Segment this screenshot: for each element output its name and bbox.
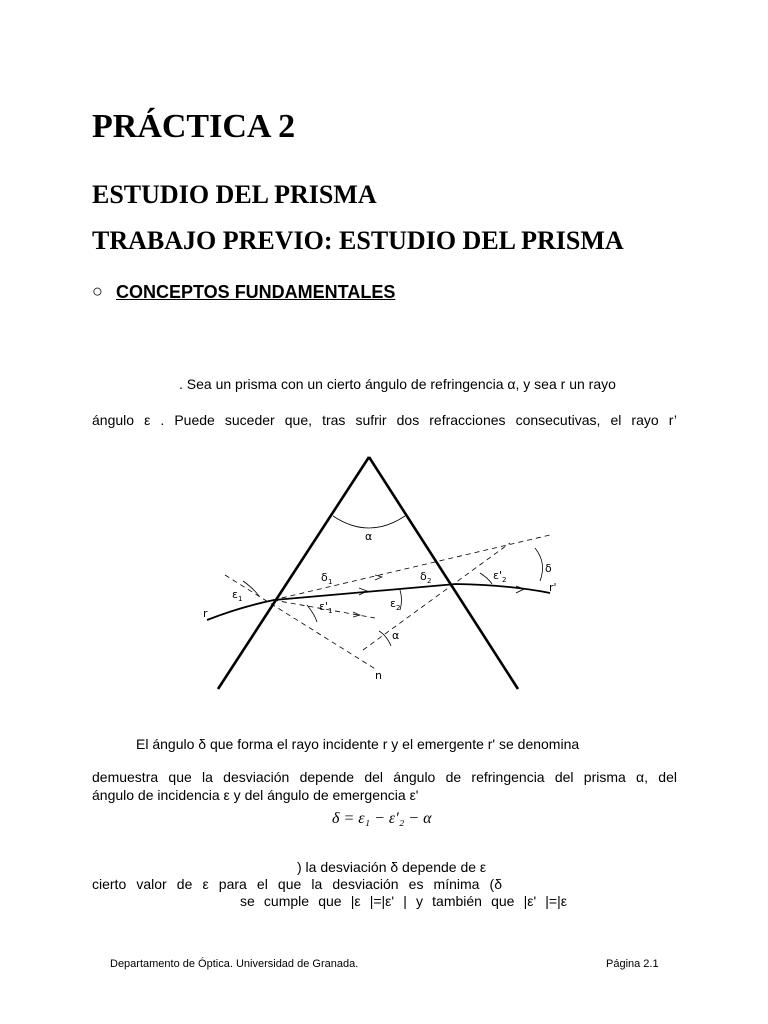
r-label: r <box>203 607 208 620</box>
alpha-bottom-arc <box>379 631 391 646</box>
prism-diagram <box>195 450 575 695</box>
section-heading: CONCEPTOS FUNDAMENTALES <box>116 282 396 302</box>
normal-left <box>225 575 377 670</box>
light-ray <box>207 584 550 620</box>
eps1-sub: 1 <box>238 595 243 603</box>
page-title: PRÁCTICA 2 <box>92 108 296 145</box>
eps1p-sub: 1 <box>328 607 333 615</box>
prism-left-side <box>218 457 369 689</box>
eps2p-sub: 2 <box>502 576 507 584</box>
footer-page-number: Página 2.1 <box>606 958 659 970</box>
apex-angle-arc <box>333 516 405 528</box>
paragraph-line: ángulo ε . Puede suceder que, tras sufrir dos refracciones consecutivas, el rayo r’ <box>92 412 677 428</box>
normal-right <box>363 543 510 650</box>
eps2p-label: ε' <box>493 569 502 582</box>
delta2-label: δ <box>420 570 427 583</box>
eps1p-label: ε' <box>319 600 328 613</box>
deviation-formula: δ = ε₁ − ε′₂ − α <box>332 810 432 827</box>
paragraph-line: ) la desviación δ depende de ε <box>297 859 487 875</box>
extension-emergent <box>273 535 550 600</box>
subtitle-previous-work: TRABAJO PREVIO: ESTUDIO DEL PRISMA <box>92 226 624 255</box>
n-label: n <box>375 669 382 682</box>
delta-arc <box>535 548 543 581</box>
delta2-sub: 2 <box>427 577 432 585</box>
bullet-icon: ○ <box>92 281 103 301</box>
delta1-label: δ <box>321 571 328 584</box>
paragraph-line: demuestra que la desviación depende del ángulo de refringencia del prisma α, del <box>92 769 677 785</box>
footer-department: Departamento de Óptica. Universidad de Granada. <box>110 958 359 970</box>
paragraph-line: El ángulo δ que forma el rayo incidente r y el emergente r' se denomina <box>136 736 580 752</box>
delta-label: δ <box>545 562 552 575</box>
eps2-sub: 2 <box>396 604 401 612</box>
eps1-label: ε <box>232 588 238 601</box>
arrow-dashed-upper <box>375 575 382 580</box>
eps1-arc <box>243 581 259 596</box>
alpha-bottom-label: α <box>392 629 400 642</box>
eps2p-arc <box>480 573 492 584</box>
eps2-label: ε <box>390 597 396 610</box>
paragraph-line: cierto valor de ε para el que la desviación es mínima (δ <box>92 876 502 892</box>
paragraph-line: se cumple que |ε |=|ε' | y también que |ε' |=|ε <box>240 893 567 909</box>
paragraph-line: . Sea un prisma con un cierto ángulo de refringencia α, y sea r un rayo <box>179 376 616 392</box>
alpha-top-label: α <box>365 530 373 543</box>
subtitle-prism-study: ESTUDIO DEL PRISMA <box>92 180 377 209</box>
eps1p-arc <box>307 605 317 622</box>
delta1-sub: 1 <box>328 578 333 586</box>
rp-label: r' <box>549 581 557 594</box>
paragraph-line: ángulo de incidencia ε y del ángulo de emergencia ε' <box>92 787 419 803</box>
